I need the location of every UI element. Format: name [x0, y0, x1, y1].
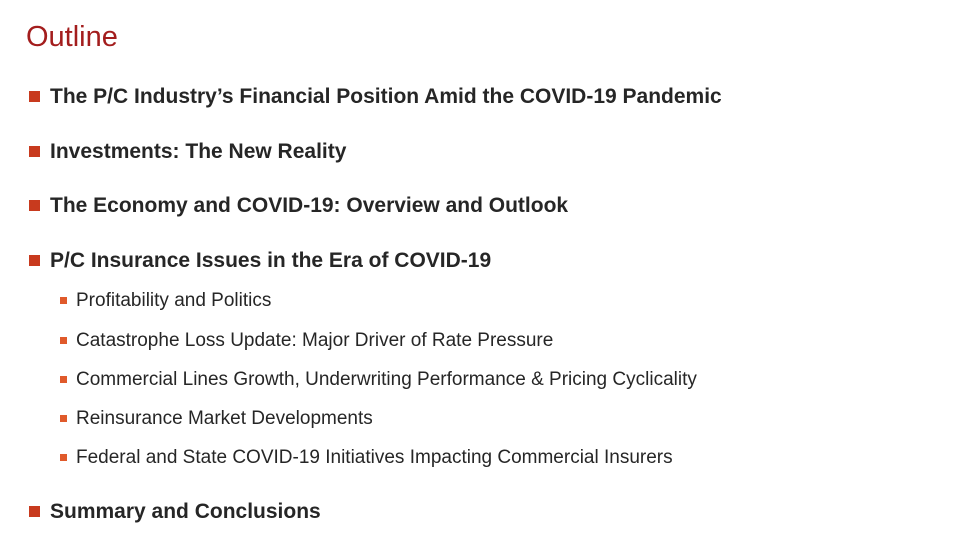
bullet-item	[29, 195, 568, 216]
sub-bullet-item	[60, 291, 271, 310]
square-bullet-icon	[60, 376, 67, 383]
slide-title: Outline	[26, 21, 118, 53]
square-bullet-icon	[60, 337, 67, 344]
bullet-item	[29, 501, 321, 522]
bullet-item	[29, 86, 722, 107]
square-bullet-icon	[29, 255, 40, 266]
bullet-item	[29, 250, 491, 271]
square-bullet-icon	[29, 506, 40, 517]
square-bullet-icon	[29, 200, 40, 211]
sub-bullet-item	[60, 370, 697, 389]
sub-bullet-text: Profitability and Politics	[76, 290, 272, 311]
square-bullet-icon	[29, 146, 40, 157]
sub-bullet-item	[60, 331, 553, 350]
bullet-text: Summary and Conclusions	[50, 500, 321, 523]
sub-bullet-item	[60, 448, 673, 467]
bullet-item	[29, 141, 346, 162]
sub-bullet-text: Catastrophe Loss Update: Major Driver of Rate Pressure	[76, 330, 554, 351]
bullet-text: P/C Insurance Issues in the Era of COVID-19	[50, 249, 492, 272]
square-bullet-icon	[29, 91, 40, 102]
sub-bullet-text: Reinsurance Market Developments	[76, 408, 373, 429]
square-bullet-icon	[60, 297, 67, 304]
sub-bullet-item	[60, 409, 373, 428]
sub-bullet-text: Commercial Lines Growth, Underwriting Performance & Pricing Cyclicality	[76, 369, 697, 390]
bullet-text: Investments: The New Reality	[50, 140, 347, 163]
square-bullet-icon	[60, 454, 67, 461]
bullet-text: The P/C Industry’s Financial Position Amid the COVID-19 Pandemic	[50, 85, 722, 108]
bullet-text: The Economy and COVID-19: Overview and Outlook	[50, 194, 569, 217]
sub-bullet-text: Federal and State COVID-19 Initiatives Impacting Commercial Insurers	[76, 447, 673, 468]
square-bullet-icon	[60, 415, 67, 422]
